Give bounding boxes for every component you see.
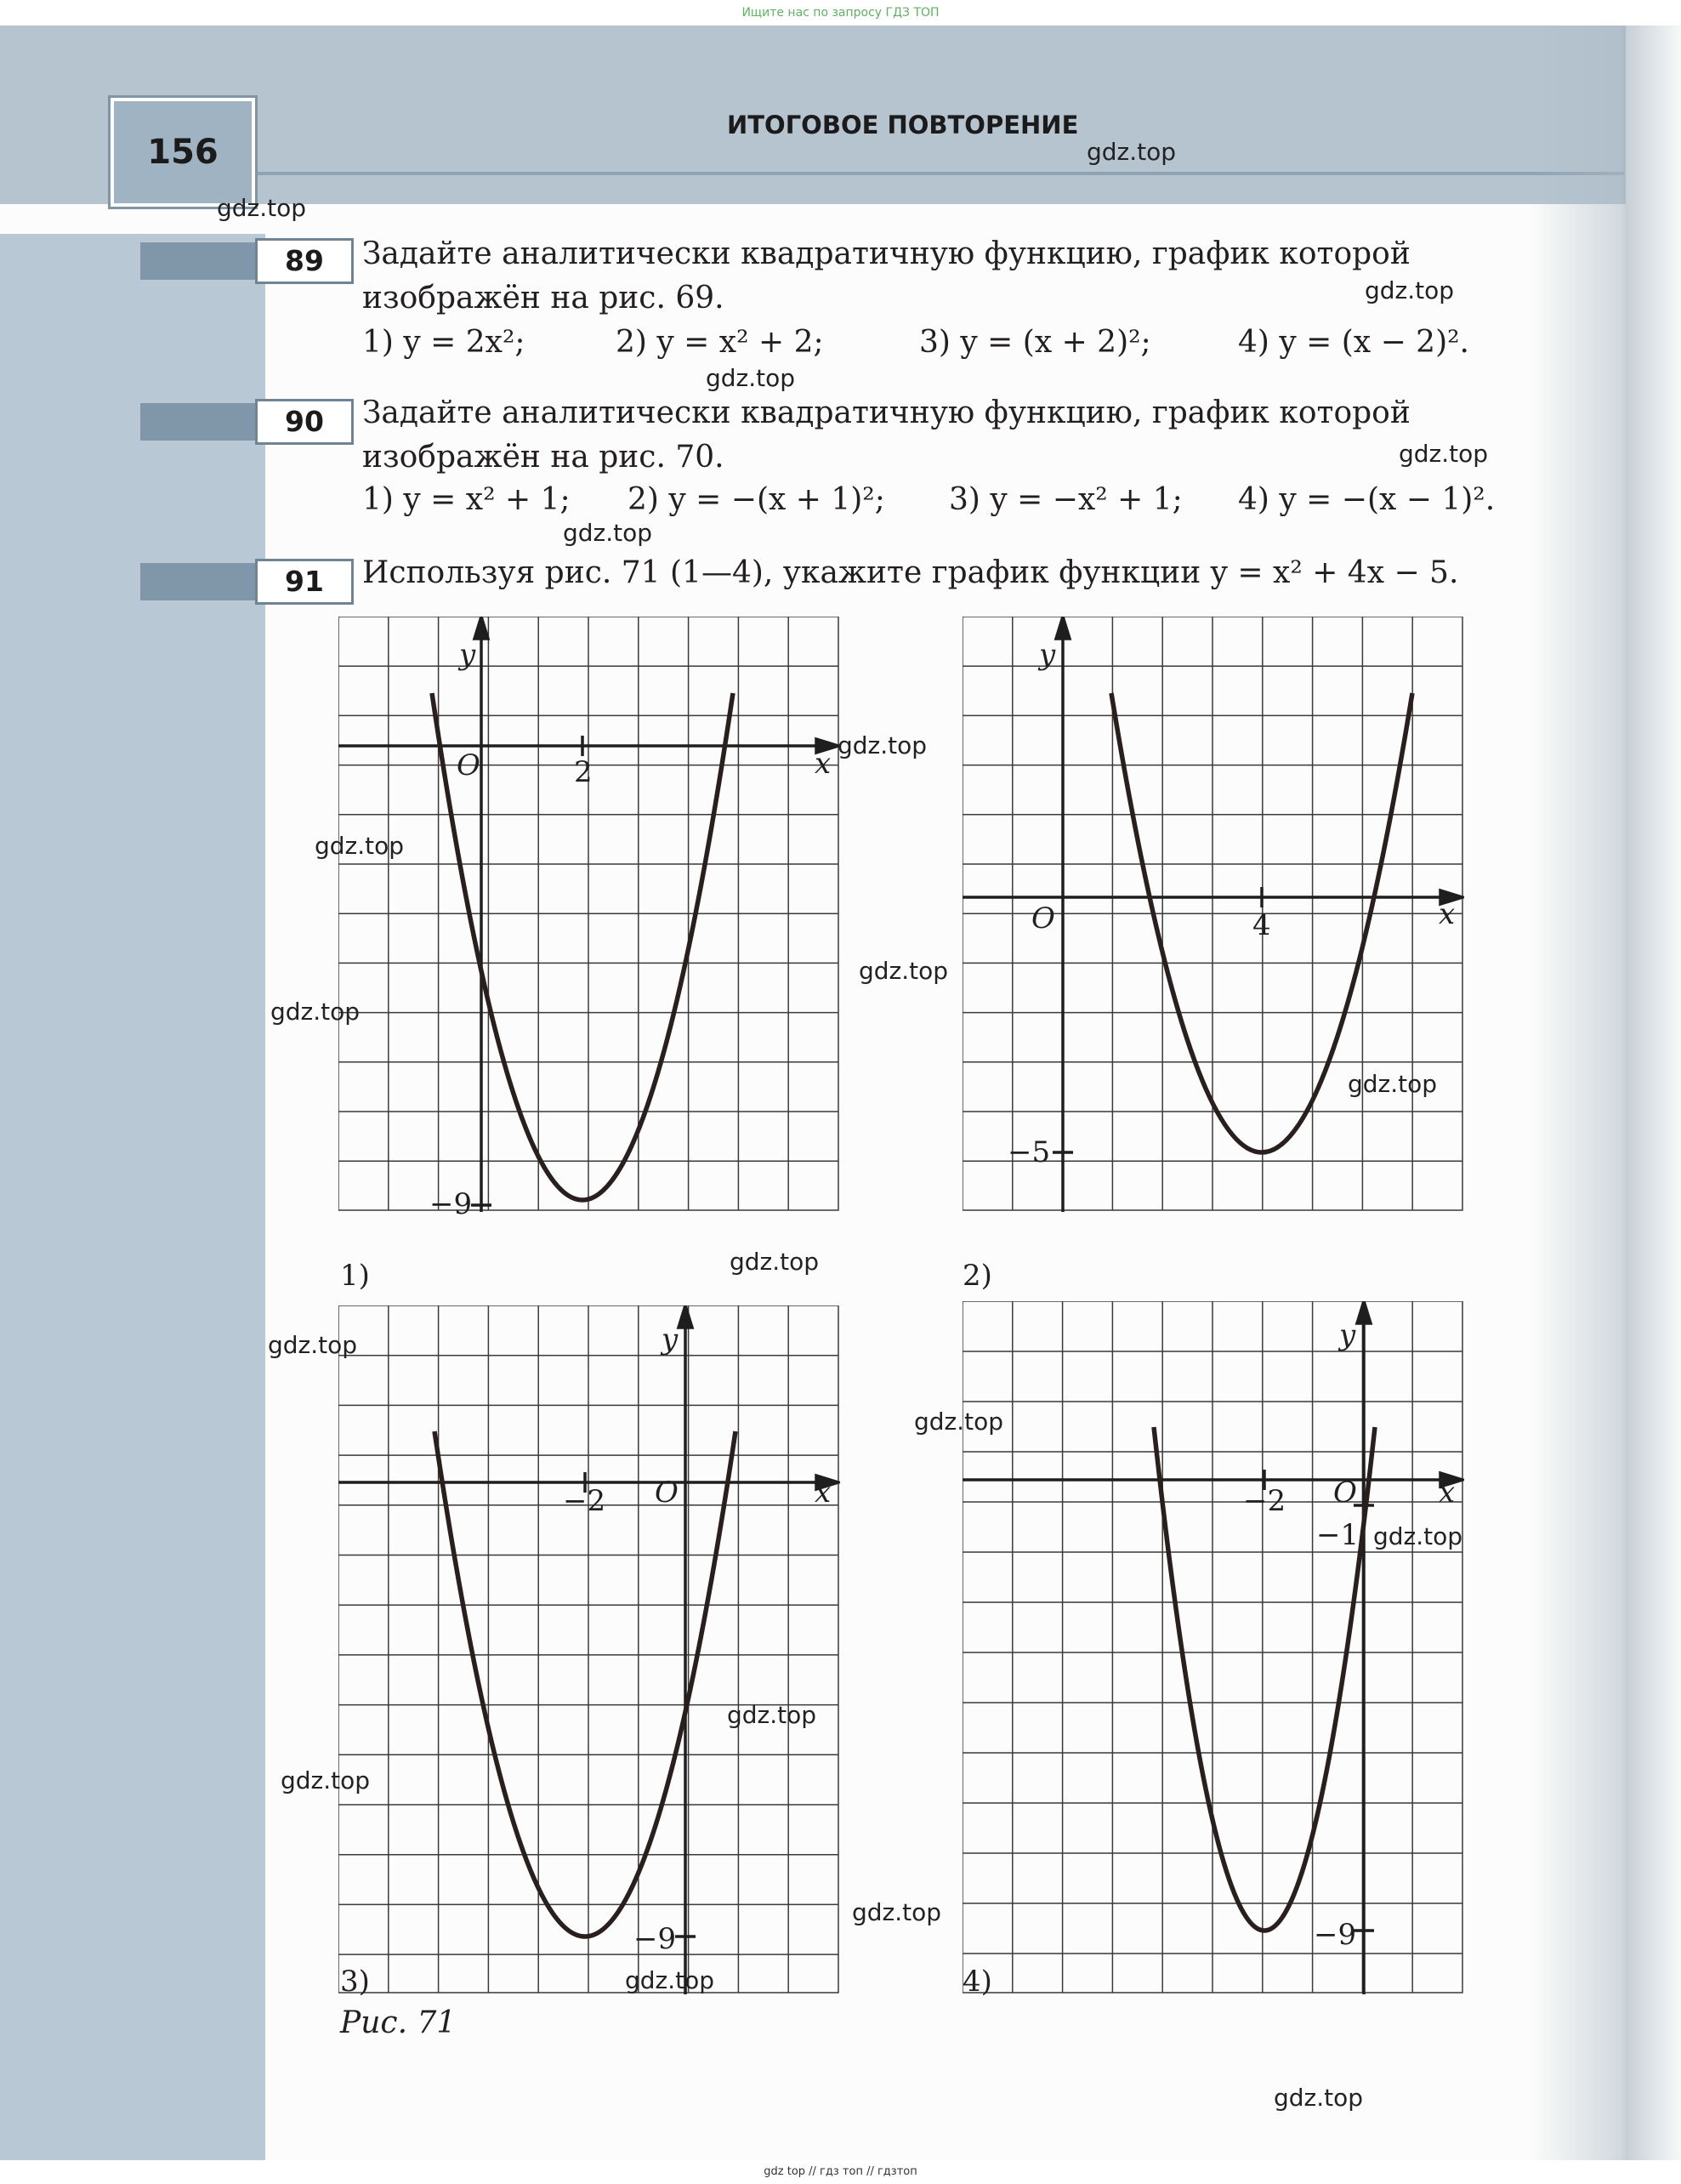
graph-3-y-label: y — [662, 1322, 679, 1356]
task-90-text-line1: Задайте аналитически квадратичную функцию, график которой — [362, 395, 1411, 430]
watermark: gdz.top — [217, 194, 307, 222]
left-margin-band — [0, 234, 265, 2160]
graph-2-x-tick: 4 — [1252, 908, 1271, 942]
task-89-option-4: 4) y = (x − 2)². — [1238, 325, 1470, 360]
graph-2-y-label: y — [1039, 638, 1056, 672]
textbook-page — [0, 26, 1681, 2160]
page-number-box — [111, 98, 255, 207]
task-90-option-4: 4) y = −(x − 1)². — [1238, 482, 1496, 517]
graph-1 — [338, 617, 840, 1212]
watermark: gdz.top — [730, 1248, 820, 1276]
section-title: ИТОГОВОЕ ПОВТОРЕНИЕ — [727, 111, 1079, 139]
graph-2-origin-label: O — [1031, 901, 1055, 936]
watermark: gdz.top — [270, 998, 361, 1026]
graph-3-x-tick: −2 — [563, 1484, 606, 1518]
watermark: gdz.top — [706, 364, 796, 392]
watermark: gdz.top — [315, 832, 405, 860]
graph-2-x-label: x — [1439, 897, 1456, 931]
task-89-option-3: 3) y = (x + 2)²; — [919, 325, 1151, 360]
graph-3-x-label: x — [815, 1476, 832, 1510]
watermark: gdz.top — [281, 1766, 371, 1794]
task-89-text-line1: Задайте аналитически квадратичную функцию, график которой — [362, 236, 1411, 271]
task-89-text-line2: изображён на рис. 69. — [362, 281, 724, 316]
graph-4-origin-label: O — [1333, 1476, 1357, 1510]
graph-1-number: 1) — [340, 1259, 370, 1293]
figure-caption: Рис. 71 — [340, 2005, 457, 2040]
graph-3-y-tick: −9 — [633, 1922, 677, 1956]
watermark: gdz.top — [1373, 1522, 1463, 1550]
graph-3 — [338, 1305, 840, 1994]
graph-4-x-tick: −2 — [1243, 1484, 1286, 1518]
graph-3-origin-label: O — [655, 1476, 679, 1510]
watermark: gdz.top — [563, 519, 653, 547]
graph-1-origin-label: O — [457, 748, 480, 782]
watermark: gdz.top — [1087, 138, 1177, 166]
graph-4-x-label: x — [1439, 1476, 1456, 1510]
page-number: 156 — [147, 133, 219, 172]
task-90-option-1: 1) y = x² + 1; — [362, 482, 571, 517]
watermark: gdz.top — [625, 1966, 715, 1994]
graph-1-x-tick: 2 — [574, 755, 593, 789]
task-number-89: 89 — [255, 238, 354, 284]
watermark: gdz.top — [727, 1701, 817, 1729]
watermark: gdz.top — [838, 731, 928, 759]
graph-4-y-tick-2: −1 — [1316, 1518, 1360, 1552]
graph-1-grid — [338, 617, 838, 1210]
task-number-91: 91 — [255, 559, 354, 605]
graph-4-grid — [963, 1301, 1462, 1993]
watermark: gdz.top — [1399, 440, 1489, 468]
graph-4-y-tick: −9 — [1314, 1918, 1357, 1952]
task-90-option-2: 2) y = −(x + 1)²; — [628, 482, 885, 517]
header-rule — [247, 172, 1624, 175]
graph-4 — [963, 1301, 1464, 1994]
task-number-90: 90 — [255, 399, 354, 445]
watermark: gdz.top — [268, 1331, 358, 1359]
task-89-option-1: 1) y = 2x²; — [362, 325, 525, 360]
graph-3-number: 3) — [340, 1965, 370, 1999]
graph-2-number: 2) — [963, 1259, 992, 1293]
book-spine — [1626, 26, 1681, 2160]
graph-1-y-label: y — [459, 638, 476, 672]
watermark: gdz.top — [1365, 276, 1455, 304]
top-banner: Ищите нас по запросу ГДЗ ТОП — [0, 0, 1681, 26]
watermark: gdz.top — [914, 1408, 1004, 1436]
graph-1-x-label: x — [815, 747, 832, 781]
task-90-option-3: 3) y = −x² + 1; — [949, 482, 1183, 517]
graph-1-y-tick: −9 — [429, 1187, 473, 1221]
task-89-option-2: 2) y = x² + 2; — [616, 325, 824, 360]
graph-4-number: 4) — [963, 1965, 992, 1999]
watermark: gdz.top — [1348, 1070, 1438, 1098]
task-90-text-line2: изображён на рис. 70. — [362, 440, 724, 475]
graph-4-y-label: y — [1339, 1318, 1356, 1352]
watermark: gdz.top — [852, 1898, 942, 1926]
watermark: gdz.top — [859, 957, 949, 985]
task-91-text: Используя рис. 71 (1—4), укажите график функции y = x² + 4x − 5. — [362, 555, 1459, 590]
graph-2-y-tick: −5 — [1008, 1135, 1051, 1169]
graph-3-grid — [338, 1305, 838, 1993]
bottom-banner: gdz top // гдз топ // гдзтоп — [0, 2160, 1681, 2184]
watermark: gdz.top — [1274, 2084, 1364, 2112]
